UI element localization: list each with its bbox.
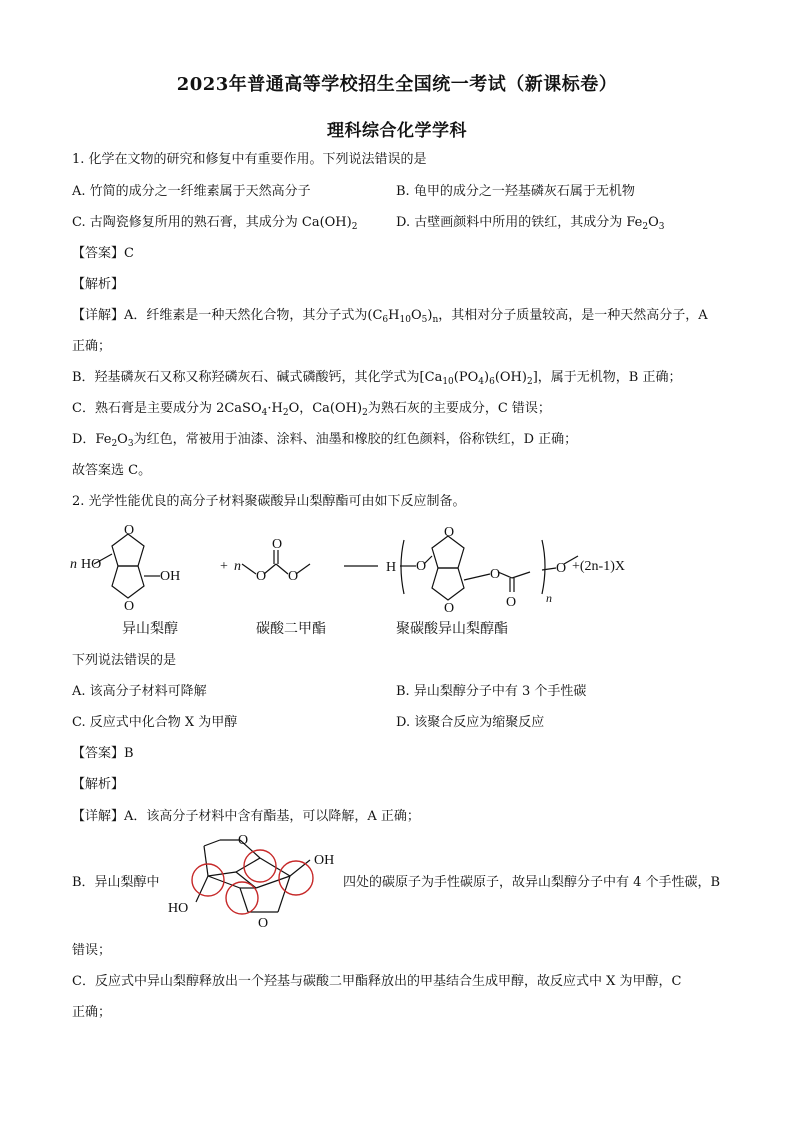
q1-detail-c: C．熟石膏是主要成分为 $2CaSO_4\cdot H_2O$，$Ca(OH)_2$为熟石灰的主要成分，C 错误；	[72, 401, 551, 418]
diagram-oh: OH	[314, 853, 335, 868]
poly-o-1: O	[416, 559, 427, 574]
q1-stem: 1. 化学在文物的研究和修复中有重要作用。下列说法错误的是	[72, 152, 427, 167]
q2-detail-c: C．反应式中异山梨醇释放出一个羟基与碳酸二甲酯释放出的甲基结合生成甲醇，故反应式中 X 为甲醇，C	[72, 974, 682, 989]
label-dimethyl-carbonate: 碳酸二甲酯	[256, 621, 326, 637]
plus-sign: +	[220, 559, 228, 574]
q1-detail-a-cont: 正确；	[72, 339, 112, 354]
q2-detail-a: 【详解】A．该高分子材料中含有酯基，可以降解，A 正确；	[72, 809, 420, 824]
q2-detail-c-cont: 正确；	[72, 1005, 112, 1020]
q1-option-a: A. 竹简的成分之一纤维素属于天然高分子	[72, 184, 311, 199]
poly-o-6: O	[556, 561, 567, 576]
exam-subtitle: 理科综合化学学科	[327, 121, 467, 141]
q2-option-c: C. 反应式中化合物 X 为甲醇	[72, 715, 238, 730]
label-isosorbide: 异山梨醇	[122, 621, 178, 637]
poly-o-4: O	[490, 567, 501, 582]
q2-analysis-heading: 【解析】	[72, 777, 125, 792]
q1-analysis-heading: 【解析】	[72, 277, 125, 292]
q2-answer: 【答案】B	[72, 746, 134, 761]
isosorbide-ring-lower	[112, 566, 144, 598]
repeat-n: n	[546, 591, 552, 605]
ring-o-1: O	[124, 523, 135, 538]
q2-ask: 下列说法错误的是	[72, 653, 177, 668]
coef-n1: n	[70, 557, 77, 572]
chiral-circle-3	[244, 850, 276, 882]
q1-option-b: B. 龟甲的成分之一羟基磷灰石属于无机物	[396, 184, 635, 199]
coef-n2: n	[234, 559, 241, 574]
q2-detail-b-post: 四处的碳原子为手性碳原子，故异山梨醇分子中有 4 个手性碳，B	[343, 875, 721, 890]
dmc-o-3: O	[288, 569, 299, 584]
q1-option-c: C. 古陶瓷修复所用的熟石膏，其成分为 $Ca(OH)_2$	[72, 215, 358, 232]
ring-o-2: O	[124, 599, 135, 614]
isosorbide-ring-upper	[112, 534, 144, 566]
q2-detail-b-pre: B．异山梨醇中	[72, 875, 160, 890]
byproduct: +(2n-1)X	[572, 559, 625, 574]
oh-label: OH	[160, 569, 181, 584]
reaction-scheme	[60, 520, 700, 616]
chiral-circle-2	[226, 882, 258, 914]
dmc-o-1: O	[256, 569, 267, 584]
ho-label: HO	[81, 557, 102, 572]
q1-detail-b: B．羟基磷灰石又称又称羟磷灰石、碱式磷酸钙，其化学式为$[Ca_{10}(PO_4)_6(OH)_2]$，属于无机物，B 正确；	[72, 370, 682, 387]
q2-option-d: D. 该聚合反应为缩聚反应	[396, 715, 545, 730]
q1-option-d: D. 古壁画颜料中所用的铁红，其成分为 $Fe_2O_3$	[396, 215, 665, 232]
q2-option-b: B. 异山梨醇分子中有 3 个手性碳	[396, 684, 587, 699]
q2-option-a: A. 该高分子材料可降解	[72, 684, 207, 699]
poly-o-3: O	[444, 601, 455, 616]
q1-detail-d: D．$Fe_2O_3$为红色，常被用于油漆、涂料、油墨和橡胶的红色颜料，俗称铁红，D 正确；	[72, 432, 578, 449]
q1-detail-a: 【详解】A．纤维素是一种天然化合物，其分子式为$(C_6H_{10}O_5)_n$，其相对分子质量较高，是一种天然高分子，A	[72, 308, 708, 325]
label-polymer: 聚碳酸异山梨醇酯	[396, 621, 508, 637]
q1-answer: 【答案】C	[72, 246, 134, 261]
isosorbide-chiral-diagram	[160, 832, 340, 932]
q2-stem: 2. 光学性能优良的高分子材料聚碳酸异山梨醇酯可由如下反应制备。	[72, 494, 466, 509]
q1-conclusion: 故答案选 C。	[72, 463, 152, 478]
diagram-ho: HO	[168, 901, 189, 916]
q2-detail-b-end: 错误；	[72, 943, 112, 958]
poly-o-2: O	[444, 525, 455, 540]
diagram-o-top: O	[238, 833, 249, 848]
dmc-o-2: O	[272, 537, 283, 552]
polymer-h: H	[386, 560, 397, 575]
poly-o-5: O	[506, 595, 517, 610]
diagram-o-bottom: O	[258, 916, 269, 931]
exam-title: 2023年普通高等学校招生全国统一考试（新课标卷）	[176, 74, 618, 95]
